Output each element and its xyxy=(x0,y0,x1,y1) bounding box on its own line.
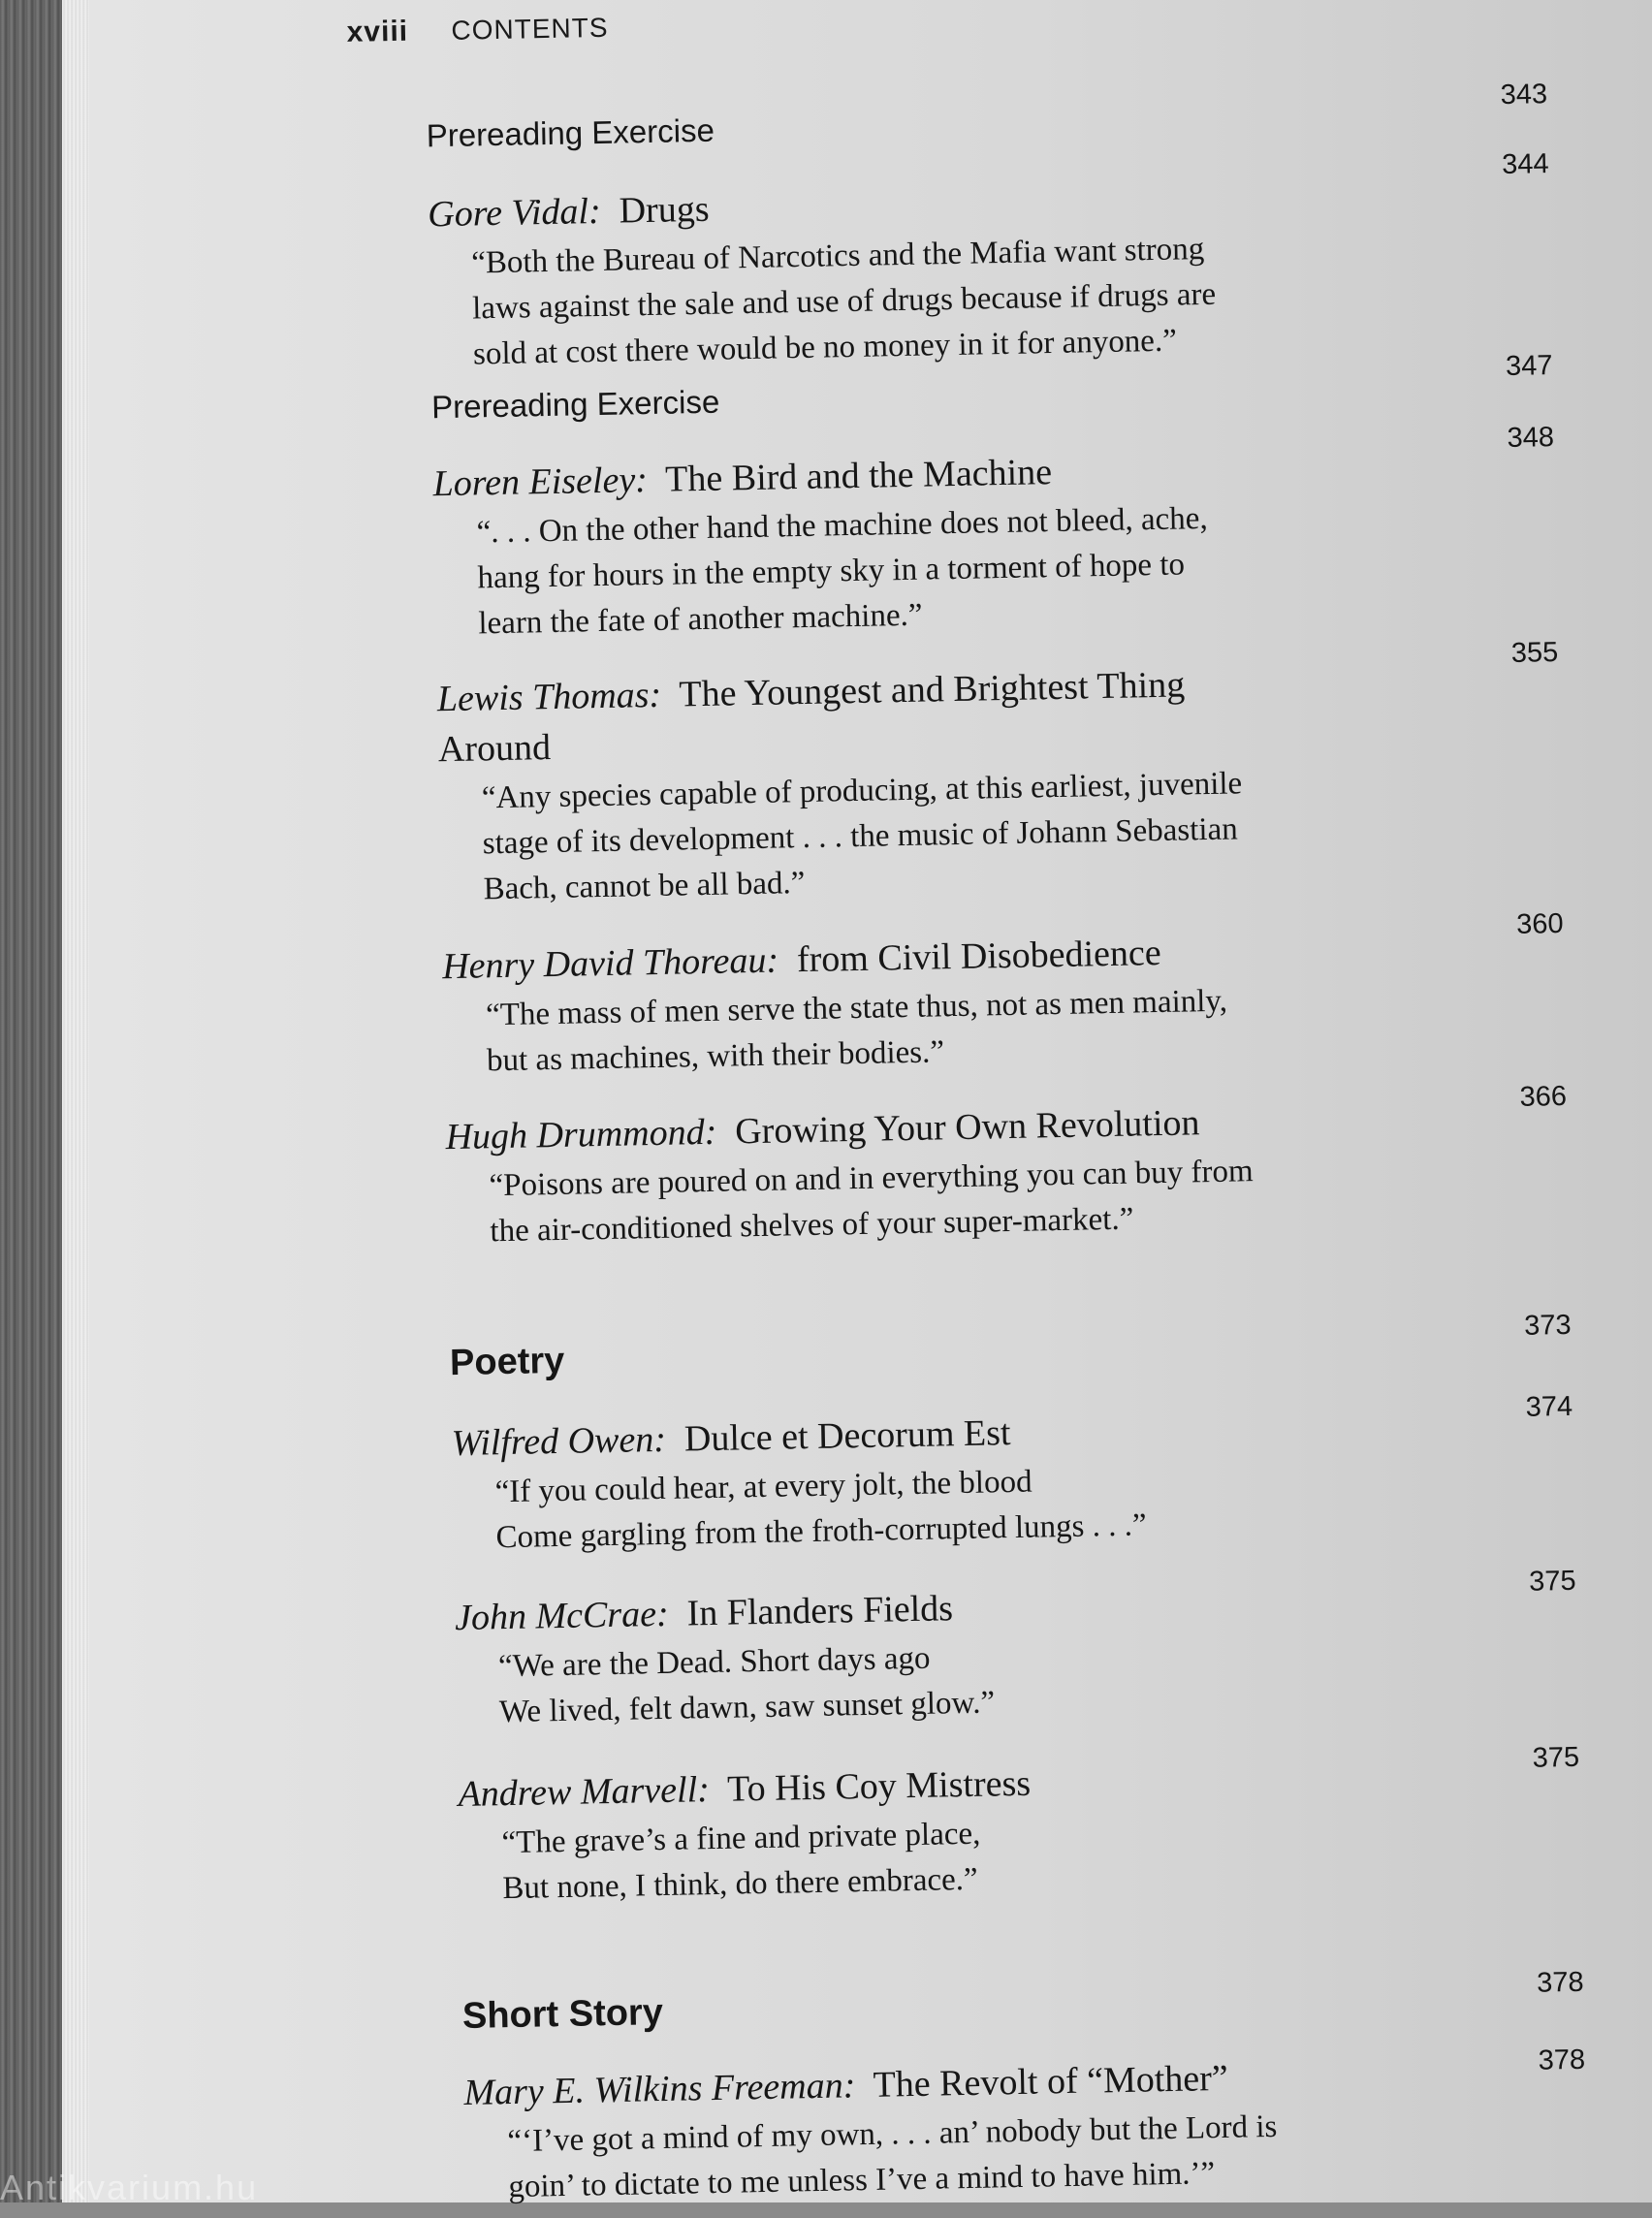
folio-number: xviii xyxy=(346,15,409,48)
page-header xyxy=(346,12,608,49)
author-name: Hugh Drummond: xyxy=(445,1111,717,1158)
author-name: Henry David Thoreau: xyxy=(441,939,779,988)
contents-body xyxy=(89,0,1652,2205)
page-number: 375 xyxy=(1532,1741,1580,1774)
page-number: 360 xyxy=(1515,907,1564,940)
author-name: Lewis Thomas: xyxy=(436,674,662,720)
exercise-label: Prereading Exercise xyxy=(430,383,720,426)
contents-page xyxy=(89,0,1652,2205)
author-name: Andrew Marvell: xyxy=(458,1769,711,1816)
page-number: 375 xyxy=(1528,1565,1576,1598)
toc-entry-vidal xyxy=(428,167,1595,378)
work-title: Dulce et Decorum Est xyxy=(683,1412,1011,1460)
work-title: Drugs xyxy=(619,188,710,232)
exercise-label: Prereading Exercise xyxy=(426,111,715,154)
page-number: 347 xyxy=(1505,350,1553,383)
toc-entry-freeman xyxy=(463,2045,1630,2211)
excerpt-quote: “If you could hear, at every jolt, the blood Come gargling from the froth-corrupted lungs . . .” xyxy=(494,1464,1147,1556)
work-title: The Youngest and Brightest Thing xyxy=(679,664,1186,715)
work-title: In Flanders Fields xyxy=(686,1588,954,1634)
excerpt-quote: “. . . On the other hand the machine does not bleed, ache, hang for hours in the empty sky in a torment of hope to learn the fate of another machine.” xyxy=(476,500,1208,642)
section-heading-short-story xyxy=(462,1974,1627,2038)
toc-entry-thomas xyxy=(436,651,1604,913)
author-name: John McCrae: xyxy=(454,1593,670,1639)
watermark: Antikvarium.hu xyxy=(0,2168,259,2207)
toc-entry-drummond xyxy=(445,1090,1611,1255)
toc-entry-mccrae xyxy=(455,1570,1621,1736)
toc-entry-eiseley xyxy=(432,436,1600,648)
author-name: Gore Vidal: xyxy=(427,190,602,236)
section-heading-poetry xyxy=(450,1320,1614,1384)
toc-entry-thoreau xyxy=(442,919,1608,1085)
excerpt-quote: “Poisons are poured on and in everything you can buy from the air-conditioned shelves of your super-market.” xyxy=(489,1154,1254,1250)
toc-entry-marvell xyxy=(458,1747,1624,1913)
author-name: Loren Eiseley: xyxy=(432,459,649,505)
page-number: 366 xyxy=(1519,1080,1568,1113)
book-spine xyxy=(0,0,62,2202)
toc-entry-prereading-2 xyxy=(431,366,1596,426)
work-title-continued: Around xyxy=(437,727,552,771)
excerpt-quote: “Any species capable of producing, at this earliest, juvenile stage of its development . . . the music of Johann Sebastian Bach, cannot be all bad.” xyxy=(481,766,1243,907)
excerpt-quote: “‘I’ve got a mind of my own, . . . an’ nobody but the Lord is goin’ to dictate to me unless I’ve a mind to have him.’” xyxy=(507,2108,1278,2205)
work-title: Growing Your Own Revolution xyxy=(734,1102,1200,1153)
excerpt-quote: “The grave’s a fine and private place, But none, I think, do there embrace.” xyxy=(501,1816,981,1907)
excerpt-quote: “The mass of men serve the state thus, not as men mainly, but as machines, with their bodies.” xyxy=(485,983,1228,1079)
page-number: 348 xyxy=(1507,422,1555,455)
excerpt-quote: “Both the Bureau of Narcotics and the Mafia want strong laws against the sale and use of drugs because if drugs are sold at cost there would be no money in it for anyone.” xyxy=(470,231,1217,372)
page-number: 374 xyxy=(1525,1390,1573,1423)
page-number: 378 xyxy=(1538,2044,1586,2076)
section-title: Short Story xyxy=(461,1992,664,2037)
page-number: 344 xyxy=(1501,148,1549,181)
page-number: 373 xyxy=(1523,1309,1572,1342)
toc-entry-owen xyxy=(451,1396,1617,1562)
excerpt-quote: “We are the Dead. Short days ago We lived, felt dawn, saw sunset glow.” xyxy=(497,1640,996,1730)
work-title: To His Coy Mistress xyxy=(726,1762,1032,1810)
section-title: Poetry xyxy=(449,1340,565,1384)
work-title: The Bird and the Machine xyxy=(664,452,1053,500)
work-title: The Revolt of “Mother” xyxy=(873,2057,1229,2106)
author-name: Mary E. Wilkins Freeman: xyxy=(463,2065,856,2113)
toc-entry-prereading-1 xyxy=(426,95,1590,154)
page-number: 343 xyxy=(1500,79,1548,111)
running-head: CONTENTS xyxy=(451,12,609,46)
page-number: 355 xyxy=(1510,637,1559,669)
work-title: from Civil Disobedience xyxy=(796,932,1162,981)
author-name: Wilfred Owen: xyxy=(451,1418,667,1465)
page-number: 378 xyxy=(1536,1966,1584,1999)
